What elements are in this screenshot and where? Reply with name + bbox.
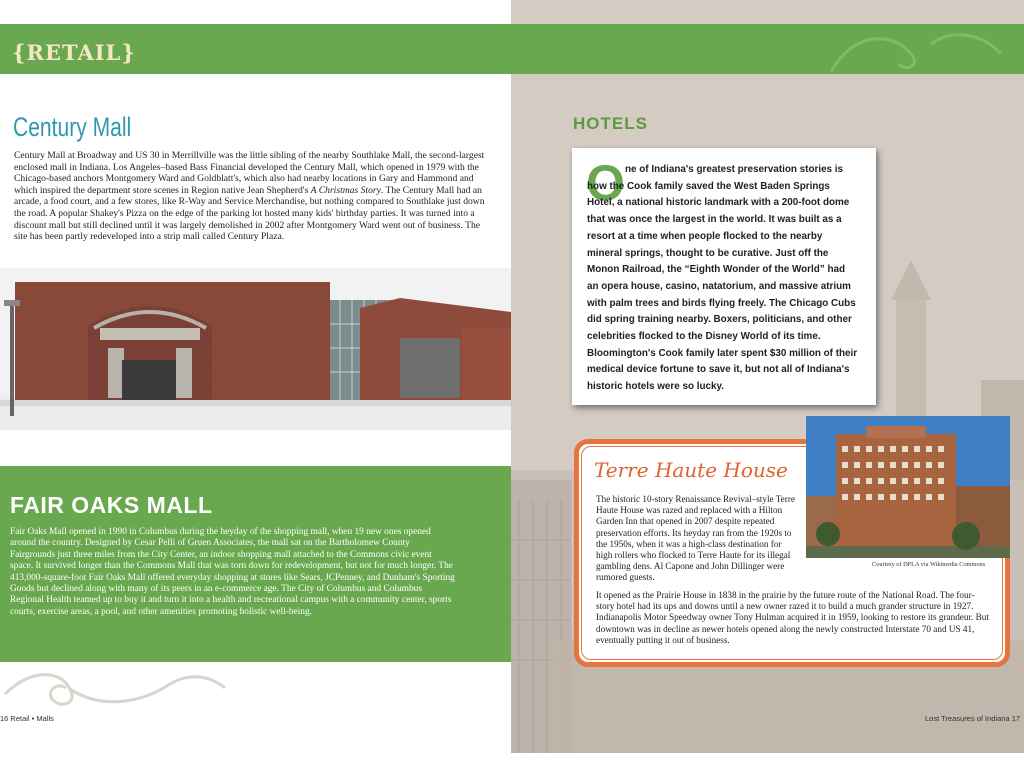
section-label-hotels: HOTELS <box>573 114 648 133</box>
terre-haute-body-2: It opened as the Prairie House in 1838 in the prairie by the future route of the National Road. The four-story hotel had its ups and downs until a new owner razed it to build a much grander structure in 1927. Indianapolis Motor Speedway owner Tony Hulman acquired it in 1959, looking to restore its grandeur. But downtown was in decline as newer hotels opened along the newly constructed Interstate 70 and US 41, eventually putting it out of business. <box>596 590 989 645</box>
terre-haute-house-photo <box>806 416 1010 558</box>
century-mall-body: Century Mall at Broadway and US 30 in Merrillville was the little sibling of the nearby Southlake Mall, the second-largest enclosed mall in Indiana. Los Angeles–based Bass Financial developed the Century Mall, which opened in 1979 with the Chicago-based anchors Montgomery Ward and Goldblatt's, which also had nearby locations in Gary and Hammond and which inspired the department store scenes in Region native Jean Shepherd's A Christmas Story. The Century Mall had an arcade, a food court, and a few stores, like R-Way and Service Merchandise, but nothing compared to Southlake just down the road. A popular Shakey's Pizza on the edge of the parking lot hosted many kids' birthday parties. It was turned into a discount mall but still declined until it was largely demolished in 2002 after Montgomery Ward went out of business. The site has been partly redeveloped into a strip mall called Century Plaza. <box>14 150 485 243</box>
terre-haute-title: Terre Haute House <box>594 458 788 482</box>
section-label-retail: {RETAIL} <box>12 40 136 65</box>
swirl-ornament-left <box>0 664 230 712</box>
left-page-footer: 16 Retail • Malls <box>0 714 54 723</box>
section-header-band-right <box>511 24 1024 74</box>
photo-credit: Courtesy of DPLA via Wikimedia Commons <box>872 561 986 568</box>
drop-cap: O <box>586 155 625 211</box>
century-mall-photo <box>0 268 511 430</box>
right-page-footer: Lost Treasures of Indiana 17 <box>925 714 1021 723</box>
century-mall-title: Century Mall <box>13 112 132 142</box>
hotels-intro-text: ne of Indiana's greatest preservation stories is how the Cook family saved the West Baden Springs Hotel, a national historic landmark with a 200-foot dome that was once the largest in the world. It was built as a resort at a time when people flocked to the nearby mineral springs, thought to be curative. Just off the Monon Railroad, the “Eighth Wonder of the World” had an opera house, casino, natatorium, and massive atrium with palm trees and birds flying freely. The Chicago Cubs did spring training nearby. Boxers, politicians, and other celebrities flocked to the Disney World of its time. Bloomington's Cook family later spent $30 million of their medical device fortune to save it, but not all of Indiana's historic hotels were so lucky. <box>587 164 858 393</box>
fair-oaks-title: FAIR OAKS MALL <box>10 492 213 518</box>
terre-haute-body-1: The historic 10-story Renaissance Revival–style Terre Haute House was razed and replaced with a Hilton Garden Inn that opened in 2007 despite repeated preservation efforts. Its heyday ran from the 1920s to the 1950s, when it was a high-class destination for high rollers who flocked to Terre Haute for its illegal gambling dens. Al Capone and John Dillinger were rumored guests. <box>596 494 795 583</box>
fair-oaks-body: Fair Oaks Mall opened in 1990 in Columbus during the heyday of the shopping mall, when 19 new ones opened around the country. Designed by Cesar Pelli of Gruen Associates, the mall sat on the Bartholomew County Fairgrounds just three miles from the City Center, an indoor shopping mall attached to the Commons civic event space. It survived longer than the Commons Mall that was torn down for redevelopment, but not for much longer. The 413,000-square-foot Fair Oaks Mall offered everyday shopping at stores like Sears, JCPenney, and Dunham's Sporting Goods but declined along with many of its peers in an e-commerce age. The City of Columbus and Columbus Regional Health teamed up to buy it and turn it into a health and recreational campus with a community center, sports courts, exercise areas, a pool, and other amenities promoting holistic well-being. <box>10 527 455 617</box>
